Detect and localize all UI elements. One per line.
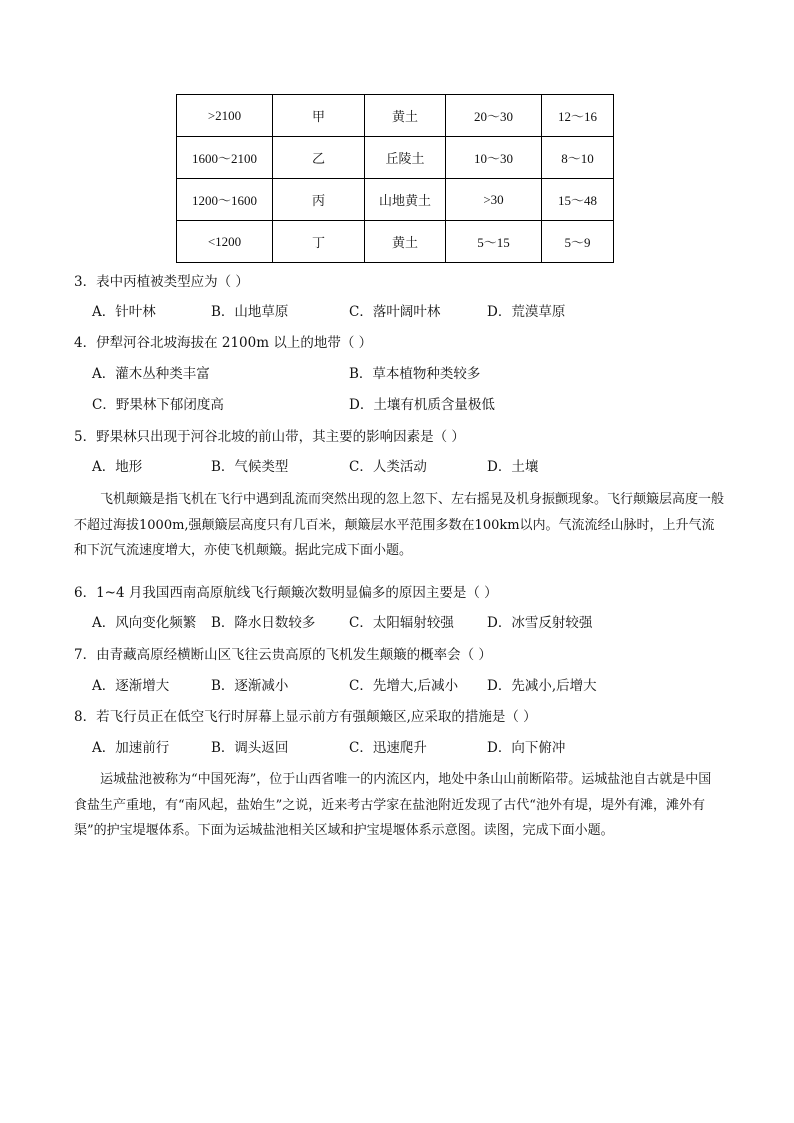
table-row bbox=[177, 221, 614, 263]
table-cell: 黄土 bbox=[365, 95, 446, 137]
table-cell: 丘陵土 bbox=[365, 137, 446, 179]
table-cell: 甲 bbox=[273, 95, 365, 137]
table-row bbox=[177, 137, 614, 179]
table-cell: 5～15 bbox=[446, 221, 542, 263]
question-6-option-b: B．降水日数较多 bbox=[211, 615, 316, 631]
question-3-option-d: D．荒漠草原 bbox=[487, 304, 566, 320]
table-cell: 山地黄土 bbox=[365, 179, 446, 221]
question-6-option-c: C．太阳辐射较强 bbox=[349, 615, 454, 631]
question-7-stem: 7．由青藏高原经横断山区飞往云贵高原的飞机发生颠簸的概率会（ ） bbox=[74, 647, 492, 663]
table-cell: >30 bbox=[446, 179, 542, 221]
table-cell: 1200～1600 bbox=[177, 179, 273, 221]
question-7-option-b: B．逐渐减小 bbox=[211, 678, 289, 694]
question-6-stem: 6．1~4 月我国西南高原航线飞行颠簸次数明显偏多的原因主要是（ ） bbox=[74, 585, 498, 601]
question-7-option-a: A．逐渐增大 bbox=[92, 678, 170, 694]
question-4-option-b: B．草本植物种类较多 bbox=[349, 366, 481, 382]
question-4-option-a: A．灌木丛种类丰富 bbox=[92, 366, 210, 382]
table-cell: <1200 bbox=[177, 221, 273, 263]
question-8-stem: 8．若飞行员正在低空飞行时屏幕上显示前方有强颠簸区,应采取的措施是（ ） bbox=[74, 709, 537, 725]
question-4-option-d: D．土壤有机质含量极低 bbox=[349, 397, 495, 413]
question-7-option-d: D．先减小,后增大 bbox=[487, 678, 597, 694]
question-8-option-b: B．调头返回 bbox=[211, 740, 289, 756]
table-cell: 5～9 bbox=[542, 221, 614, 263]
table-cell: 20～30 bbox=[446, 95, 542, 137]
question-8-option-a: A．加速前行 bbox=[92, 740, 170, 756]
question-6-option-d: D．冰雪反射较强 bbox=[487, 615, 593, 631]
question-4-stem: 4．伊犁河谷北坡海拔在 2100m 以上的地带（ ） bbox=[74, 335, 373, 351]
question-3-option-c: C．落叶阔叶林 bbox=[349, 304, 441, 320]
table-cell: 乙 bbox=[273, 137, 365, 179]
table-cell: 丙 bbox=[273, 179, 365, 221]
table-cell: >2100 bbox=[177, 95, 273, 137]
question-8-option-d: D．向下俯冲 bbox=[487, 740, 566, 756]
question-3-option-b: B．山地草原 bbox=[211, 304, 289, 320]
data-table bbox=[176, 94, 614, 263]
reading-passage-salt-lake: 运城盐池被称为“中国死海”，位于山西省唯一的内流区内，地处中条山山前断陷带。运城盐池自古就是中国食盐生产重地，有“南风起，盐始生”之说，近来考古学家在盐池附近发现了古代“池外有堤，堤外有滩，滩外有渠”的护宝堤堰体系。下面为运城盐池相关区域和护宝堤堰体系示意图。读图，完成下面小题。 bbox=[74, 772, 712, 838]
table-cell: 8～10 bbox=[542, 137, 614, 179]
reading-passage-turbulence: 飞机颠簸是指飞机在飞行中遇到乱流而突然出现的忽上忽下、左右摇晃及机身振颤现象。飞行颠簸层高度一般不超过海拔1000m,强颠簸层高度只有几百米，颠簸层水平范围多数在100km以内。气流流经山脉时，上升气流和下沉气流速度增大，亦使飞机颠簸。据此完成下面小题。 bbox=[74, 492, 725, 558]
table-cell: 1600～2100 bbox=[177, 137, 273, 179]
question-5-option-d: D．土壤 bbox=[487, 459, 539, 475]
question-8-option-c: C．迅速爬升 bbox=[349, 740, 427, 756]
table-cell: 黄土 bbox=[365, 221, 446, 263]
question-3-stem: 3．表中丙植被类型应为（ ） bbox=[74, 274, 249, 290]
table-row bbox=[177, 95, 614, 137]
question-7-option-c: C．先增大,后减小 bbox=[349, 678, 459, 694]
table-cell: 10～30 bbox=[446, 137, 542, 179]
table-cell: 丁 bbox=[273, 221, 365, 263]
table-cell: 12～16 bbox=[542, 95, 614, 137]
question-6-option-a: A．风向变化频繁 bbox=[92, 615, 197, 631]
table-cell: 15～48 bbox=[542, 179, 614, 221]
question-5-option-a: A．地形 bbox=[92, 459, 143, 475]
question-5-stem: 5．野果林只出现于河谷北坡的前山带，其主要的影响因素是（ ） bbox=[74, 429, 465, 445]
question-4-option-c: C．野果林下郁闭度高 bbox=[92, 397, 224, 413]
question-3-option-a: A．针叶林 bbox=[92, 304, 156, 320]
question-5-option-b: B．气候类型 bbox=[211, 459, 289, 475]
table-row bbox=[177, 179, 614, 221]
question-5-option-c: C．人类活动 bbox=[349, 459, 427, 475]
